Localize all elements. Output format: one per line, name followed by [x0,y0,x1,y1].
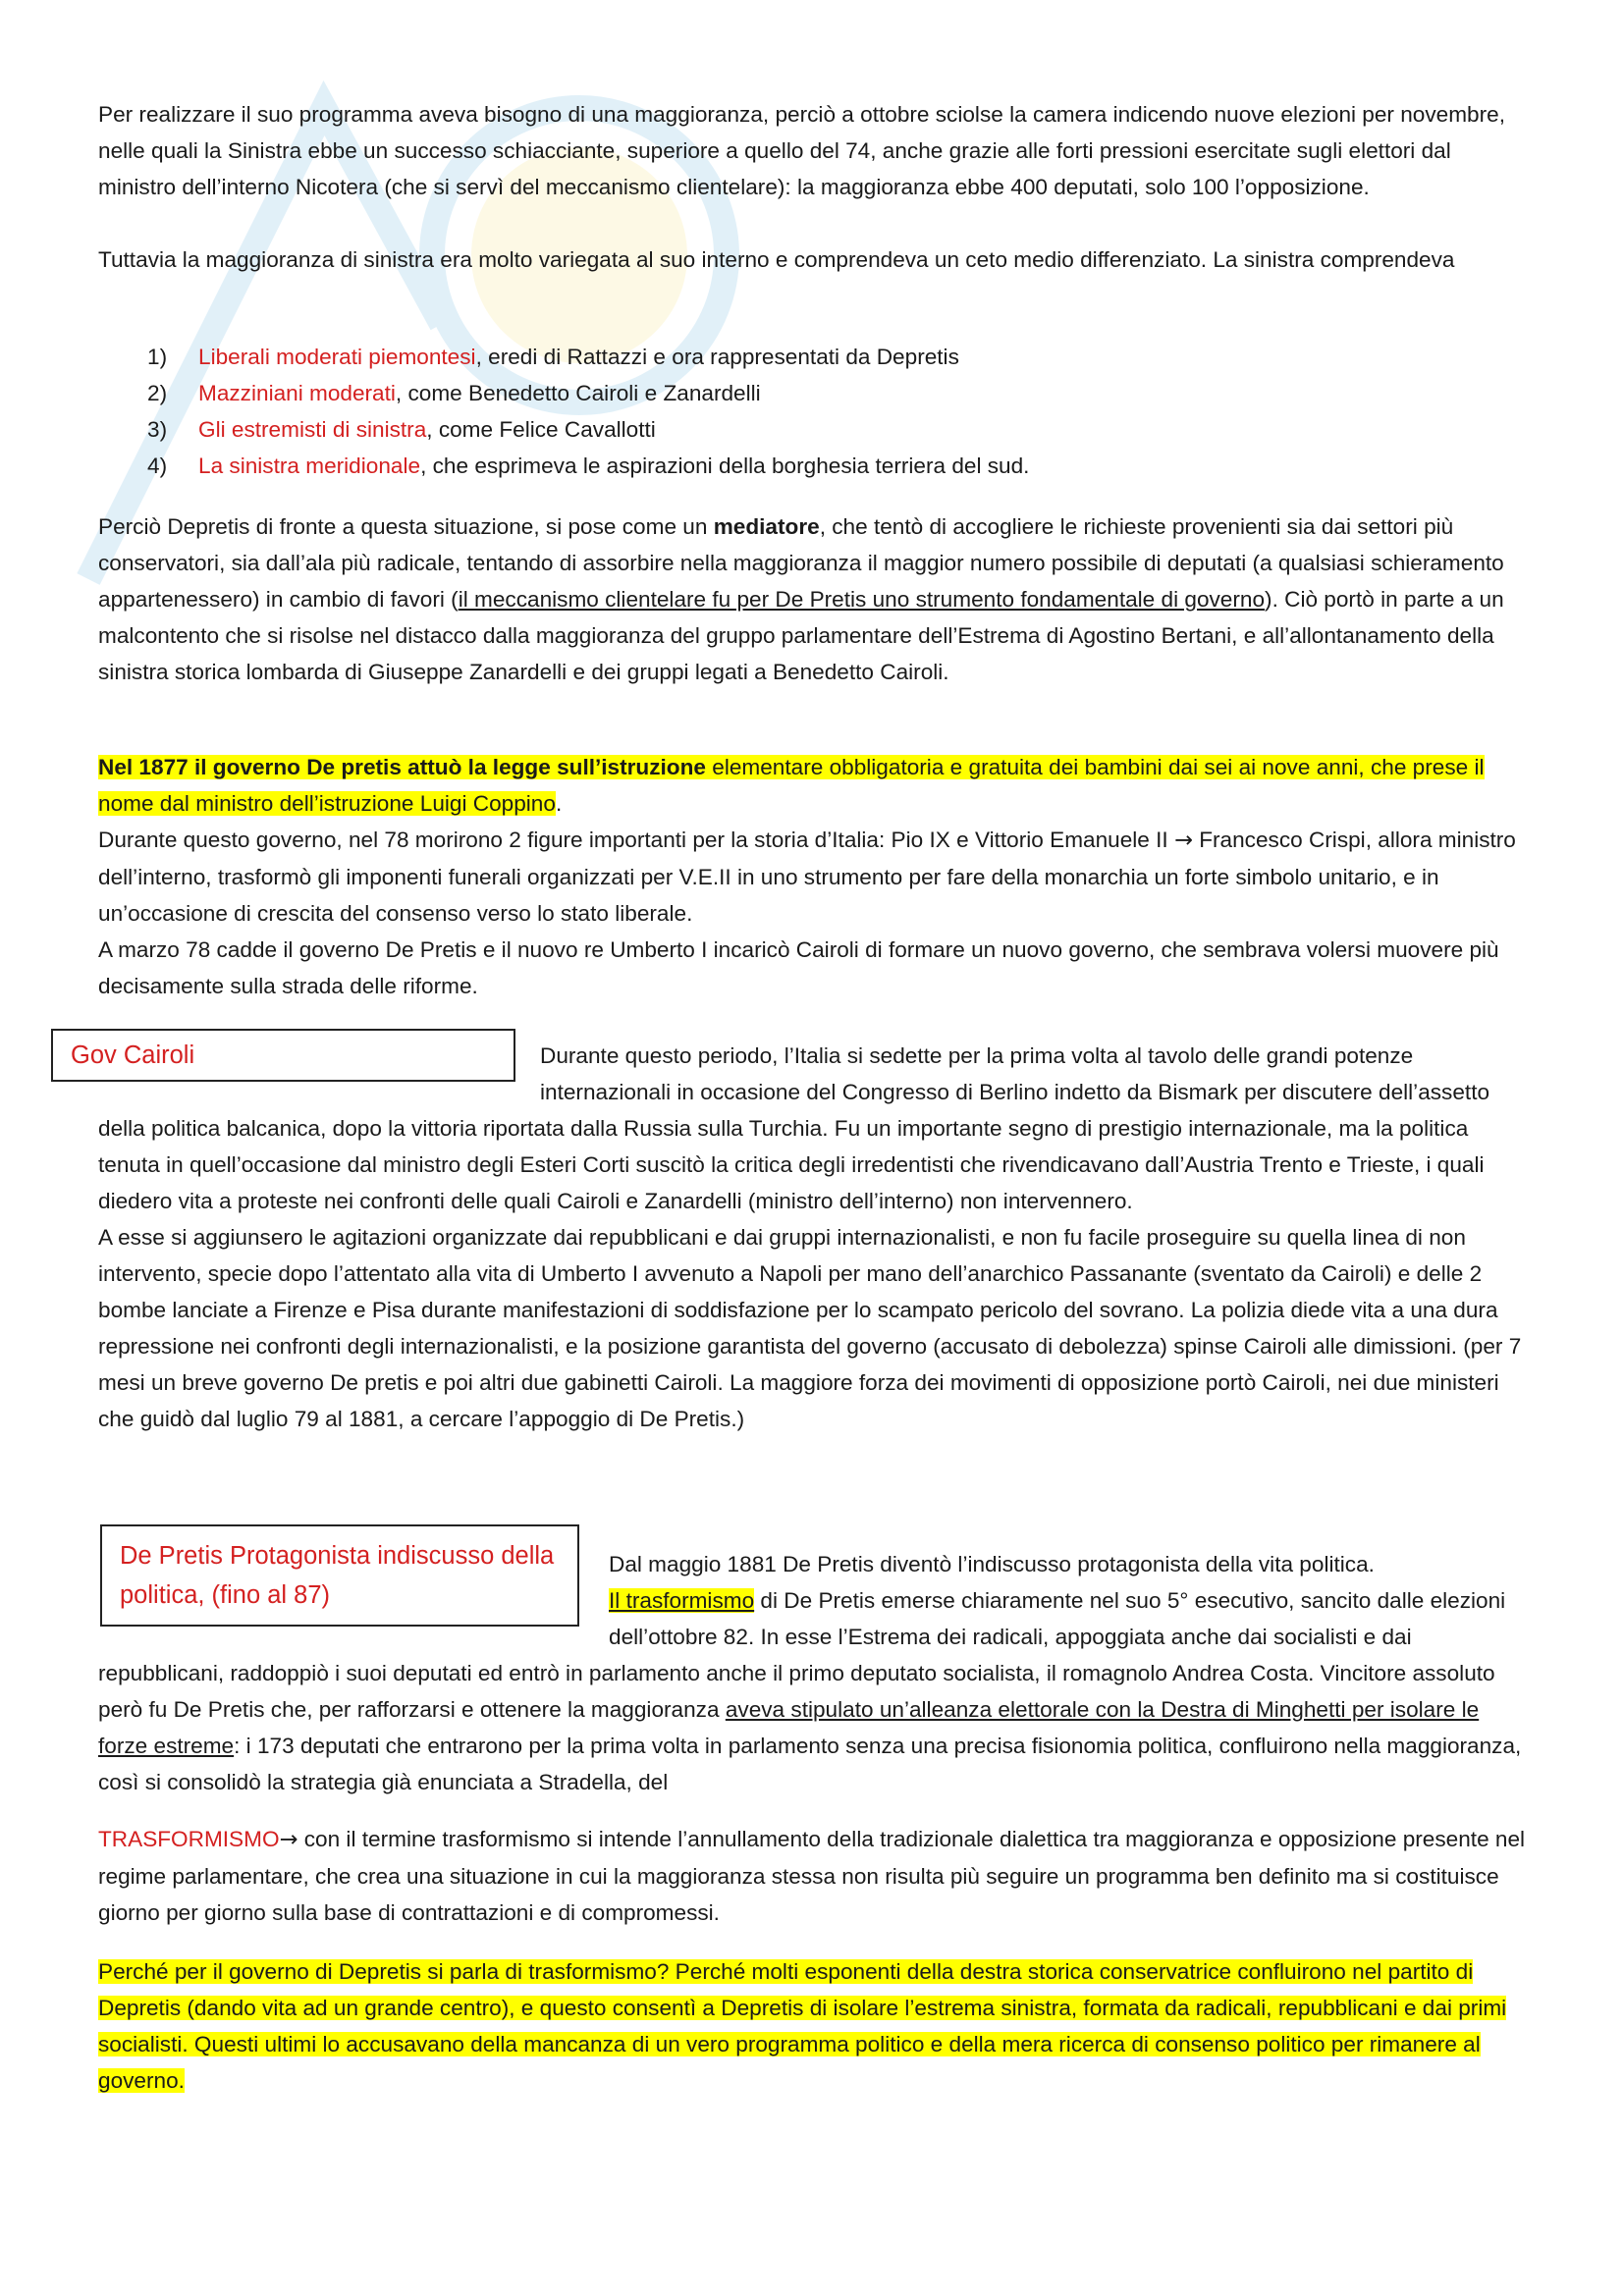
paragraph-elezioni: Per realizzare il suo programma aveva bisogno di una maggioranza, perciò a ottobre sciolse la camera indicendo nuove elezioni per novembre, nelle quali la Sinistra ebbe un successo schiacciante, superiore a quello del 74, anche grazie alle forti pressioni esercitate sugli elettori dal ministro dell’interno Nicotera (che si servì del meccanismo clientelare): la maggioranza ebbe 400 deputati, solo 100 l’opposizione. [98,102,1505,199]
paragraph-sinistra: Tuttavia la maggioranza di sinistra era molto variegata al suo interno e comprendeva un ceto medio differenziato. La sinistra comprendeva [98,247,1455,272]
list-item-highlight: Gli estremisti di sinistra [198,417,427,442]
bold-mediatore: mediatore [713,514,820,539]
list-item: 3) Gli estremisti di sinistra, come Felice Cavallotti [147,417,656,442]
underlined-clientelare: il meccanismo clientelare fu per De Pretis uno strumento fondamentale di governo [458,587,1266,612]
underlined-alleanza: aveva stipulato un’alleanza elettorale con la Destra di Minghetti per isolare le forze estreme [98,1697,1480,1758]
bold-legge-istruzione: Nel 1877 il governo De pretis attuò la legge sull’istruzione [98,755,706,779]
list-item: 2) Mazziniani moderati, come Benedetto Cairoli e Zanardelli [147,381,761,405]
list-item: 1) Liberali moderati piemontesi, eredi di Rattazzi e ora rappresentati da Depretis [147,345,959,369]
paragraph-definizione-trasformismo: TRASFORMISMO→ con il termine trasformismo si intende l’annullamento della tradizionale dialettica tra maggioranza e opposizione presente nel regime parlamentare, che crea una situazione in cui la maggioranza stessa non risulta più seguire un programma ben definito ma si costituisce giorno per giorno sulla base di contrattazioni e di compromessi. [98,1827,1526,1925]
paragraph-perche-trasformismo: Perché per il governo di Depretis si parla di trasformismo? Perché molti esponenti della destra storica conservatrice confluirono nel partito di Depretis (dando vita ad un grande centro), e questo consentì a Depretis di isolare l’estrema sinistra, formata da radicali, repubblicani e dai primi socialisti. Questi ultimi lo accusavano della mancanza di un vero programma politico e della mera ricerca di consenso politico per rimanere al governo. [98,1959,1507,2093]
paragraph-trasformismo-depretis: Dal maggio 1881 De Pretis diventò l’indiscusso protagonista della vita politica. Il trasformismo di De Pretis emerse chiaramente nel suo 5° esecutivo, sancito dalle elezioni dell’ottobre 82. In esse l’Estrema dei radicali, appoggiata anche dai socialisti e dai repubblicani, raddoppiò i suoi deputati ed entrò in parlamento anche il primo deputato socialista, il romagnolo Andrea Costa. Vincitore assoluto però fu De Pretis che, per rafforzarsi e ottenere la maggioranza aveva stipulato un’alleanza elettorale con la Destra di Minghetti per isolare le forze estreme: i 173 deputati che entrarono per la prima volta in parlamento senza una precisa fisionomia politica, confluirono nella maggioranza, così si consolidò la strategia già enunciata a Stradella, del [98,1552,1522,1794]
list-item-highlight: La sinistra meridionale [198,454,421,478]
paragraph-congresso-berlino: Durante questo periodo, l’Italia si sedette per la prima volta al tavolo delle grandi potenze internazionali in occasione del Congresso di Berlino indetto da Bismark per discutere dell’assetto della politica balcanica, dopo la vittoria riportata dalla Russia sulla Turchia. Fu un importante segno di prestigio internazionale, ma la politica tenuta in quell’occasione dal ministro degli Esteri Corti suscitò la critica degli irredentisti che rivendicavano dall’Austria Trento e Trieste, i quali diedero vita a proteste nei confronti delle quali Cairoli e Zanardelli (ministro dell’interno) non intervennero. A esse si aggiunsero le agitazioni organizzate dai repubblicani e dai gruppi internazionalisti, e non fu facile proseguire su quella linea di non intervento, specie dopo l’attentato alla vita di Umberto I avvenuto a Napoli per mano dell’anarchico Passanante (sventato da Cairoli) e delle 2 bombe lanciate a Firenze e Pisa durante manifestazioni di soddisfazione per lo scampato pericolo del sovrano. La polizia diede vita a una dura repressione nei confronti degli internazionalisti, e la posizione garantista del governo (accusato di debolezza) spinse Cairoli alle dimissioni. (per 7 mesi un breve governo De pretis e poi altri due gabinetti Cairoli. La maggiore forza dei movimenti di opposizione portò Cairoli, nei due ministeri che guidò dal luglio 79 al 1881, a cercare l’appoggio di De Pretis.) [98,1043,1522,1431]
arrow-right-icon: → [1173,828,1193,853]
paragraph-coppino: Nel 1877 il governo De pretis attuò la legge sull’istruzione elementare obbligatoria e gratuita dei bambini dai sei ai nove anni, che prese il nome dal ministro dell’istruzione Luigi Coppino. Durante questo governo, nel 78 morirono 2 figure importanti per la storia d’Italia: Pio IX e Vittorio Emanuele II → Francesco Crispi, allora ministro dell’interno, trasformò gli imponenti funerali organizzati per V.E.II in uno strumento per fare della monarchia un forte simbolo unitario, e in un’occasione di crescita del consenso verso lo stato liberale. A marzo 78 cadde il governo De Pretis e il nuovo re Umberto I incaricò Cairoli di formare un nuovo governo, che sembrava volersi muovere più decisamente sulla strada delle riforme. [98,755,1516,998]
sinistra-list [147,339,1522,484]
highlighted-trasformismo: Il trasformismo [609,1588,755,1613]
list-item-highlight: Liberali moderati piemontesi [198,345,476,369]
list-item-highlight: Mazziniani moderati [198,381,396,405]
section-box-de-pretis-protagonista: De Pretis Protagonista indiscusso della politica, (fino al 87) [100,1524,579,1627]
list-item: 4) La sinistra meridionale, che esprimeva le aspirazioni della borghesia terriera del sud. [147,454,1030,478]
term-trasformismo: TRASFORMISMO [98,1827,280,1851]
section-box-gov-cairoli: Gov Cairoli [51,1029,515,1082]
arrow-right-icon: → [279,1827,298,1852]
paragraph-mediatore: Perciò Depretis di fronte a questa situazione, si pose come un mediatore, che tentò di accogliere le richieste provenienti sia dai settori più conservatori, sia dall’ala più radicale, tentando di assorbire nella maggioranza il maggior numero possibile di deputati (a qualsiasi schieramento appartenessero) in cambio di favori (il meccanismo clientelare fu per De Pretis uno strumento fondamentale di governo). Ciò portò in parte a un malcontento che si risolse nel distacco dalla maggioranza del gruppo parlamentare dell’Estrema di Agostino Bertani, e all’allontanamento della sinistra storica lombarda di Giuseppe Zanardelli e dei gruppi legati a Benedetto Cairoli. [98,514,1504,684]
